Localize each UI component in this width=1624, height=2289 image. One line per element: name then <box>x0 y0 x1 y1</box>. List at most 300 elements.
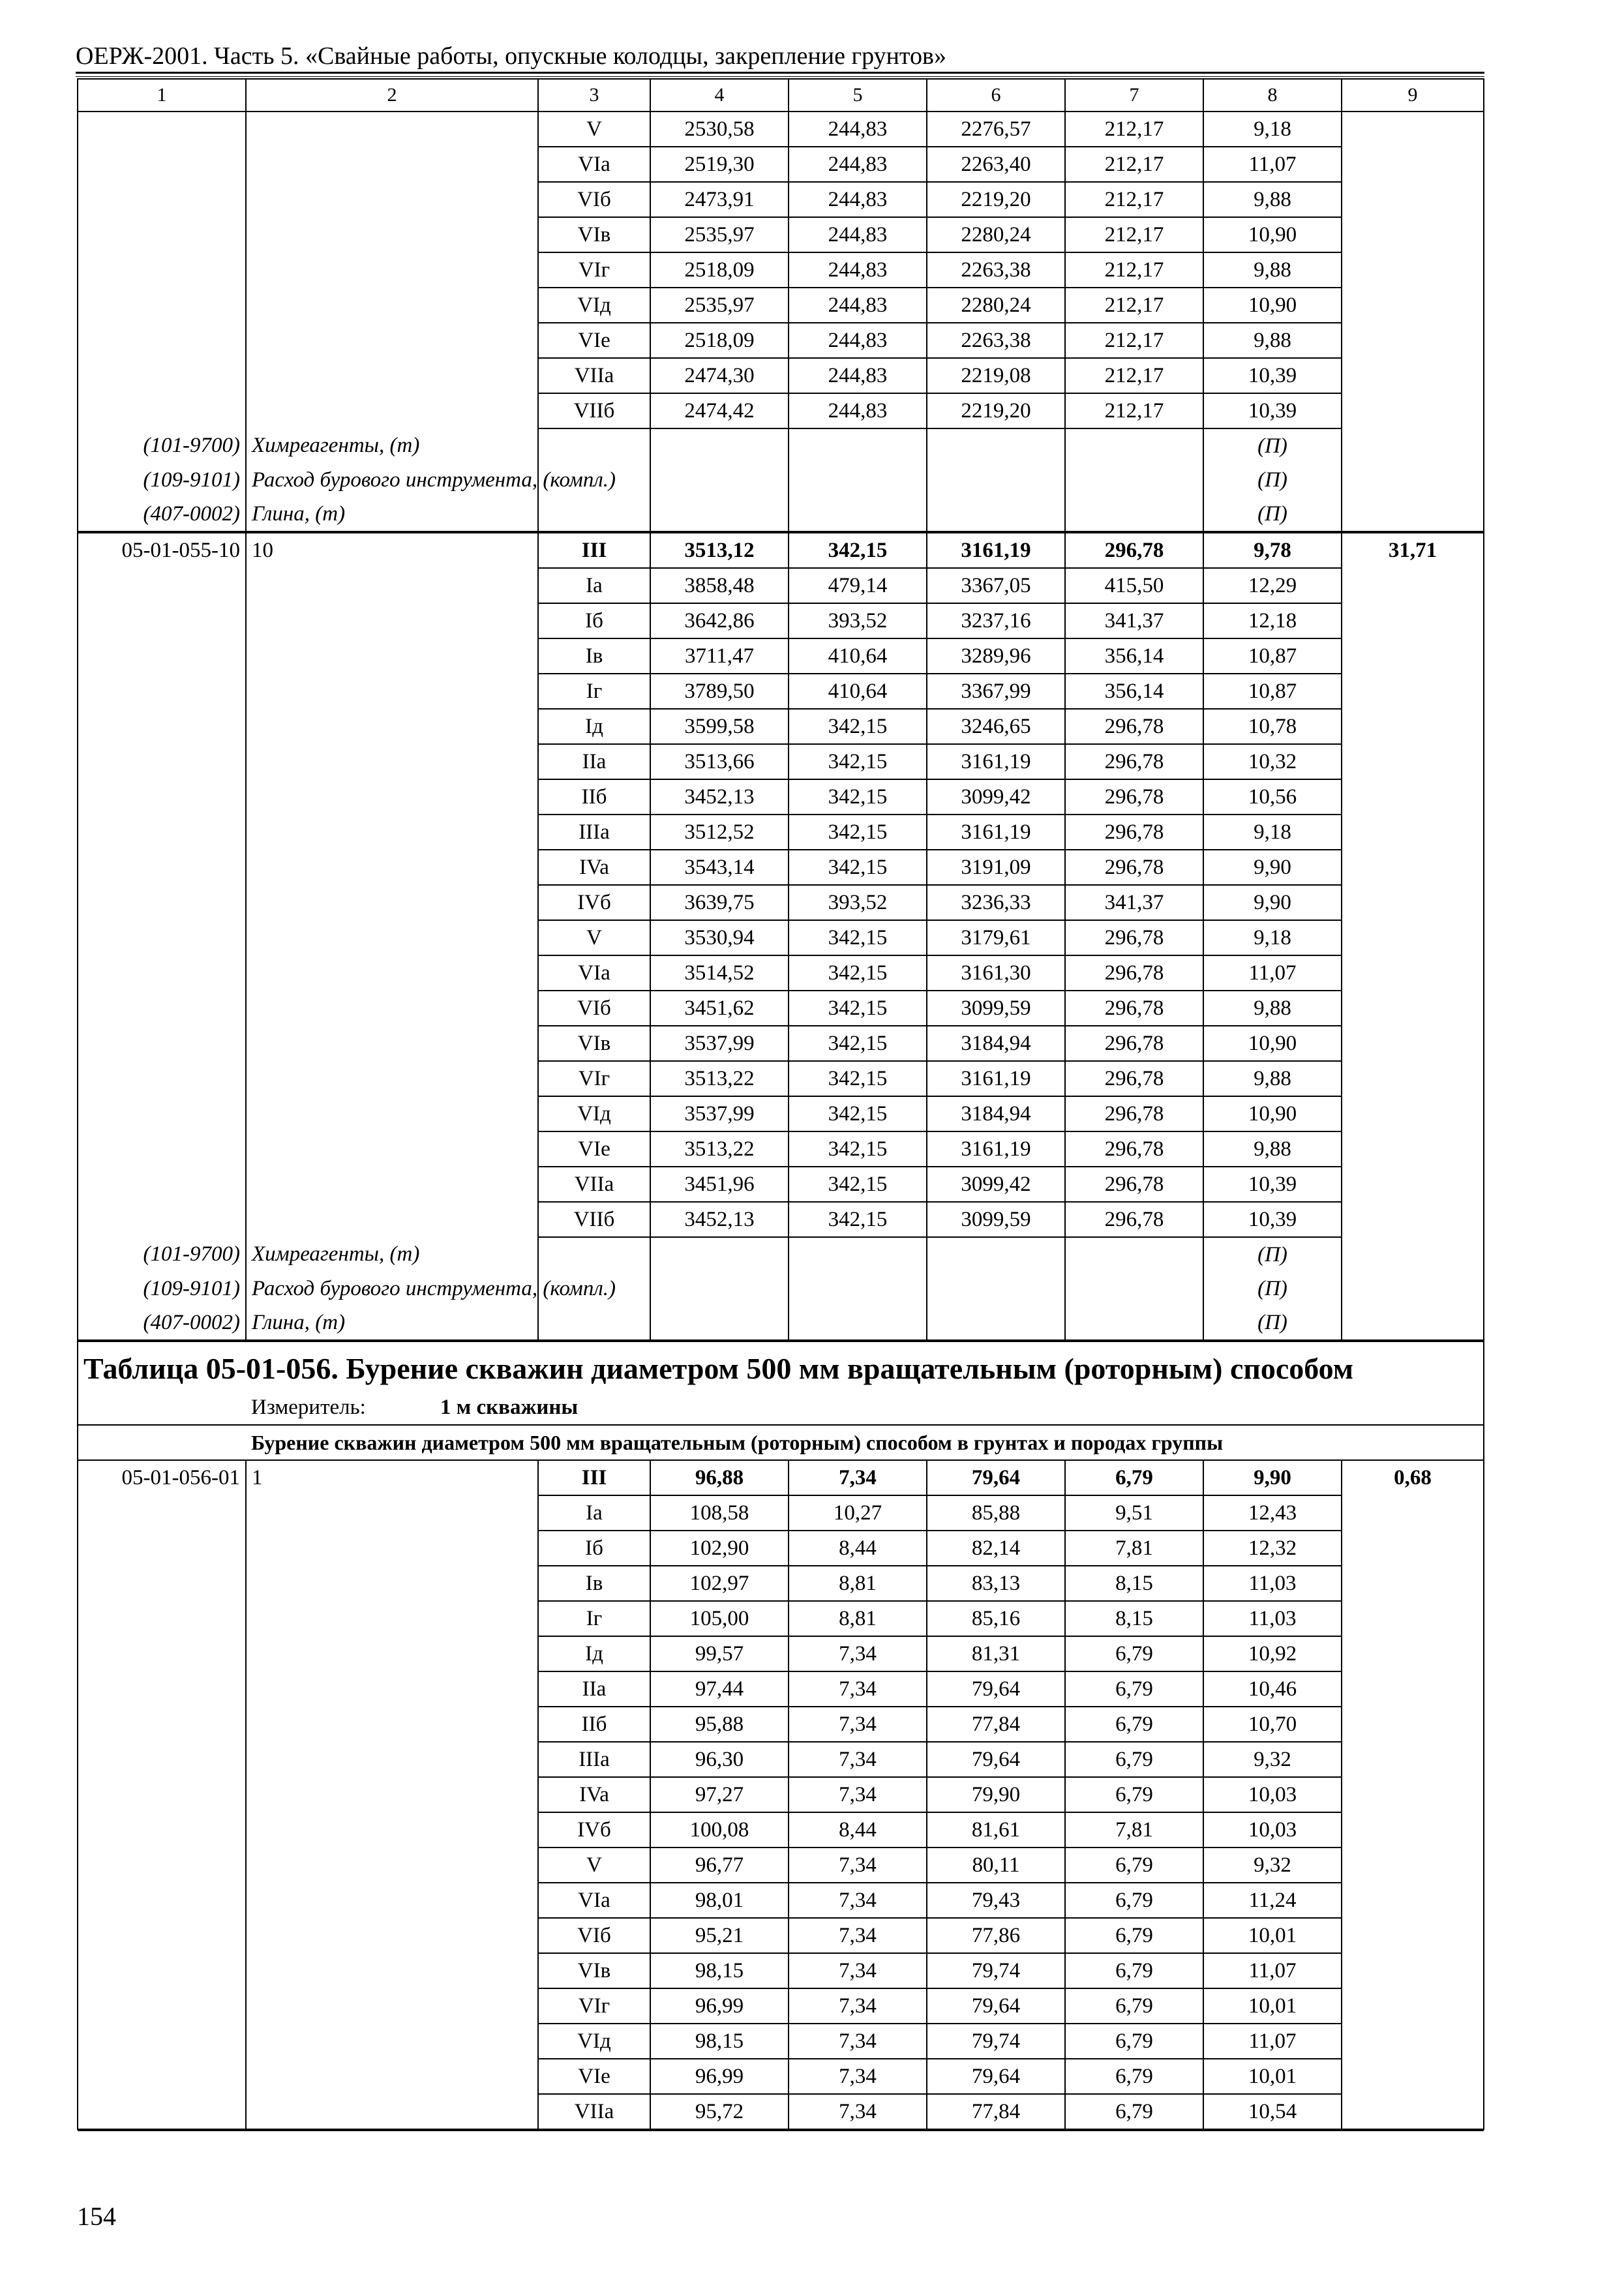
empty-cell <box>1342 147 1484 182</box>
value-cell: 10,39 <box>1203 1167 1342 1202</box>
soil-group: Iб <box>538 1531 650 1566</box>
empty-cell <box>246 147 538 182</box>
empty-cell <box>789 1306 927 1340</box>
value-cell: 3289,96 <box>927 638 1065 674</box>
soil-group: VIг <box>538 1061 650 1096</box>
value-cell: 244,83 <box>789 288 927 323</box>
soil-group: VIa <box>538 1883 650 1918</box>
resource-code: (407-0002) <box>78 497 246 531</box>
empty-cell <box>1342 1671 1484 1707</box>
value-cell: 296,78 <box>1065 744 1203 779</box>
value-cell: 9,32 <box>1203 1742 1342 1777</box>
soil-group: VIa <box>538 955 650 991</box>
value-cell: 3530,94 <box>650 920 789 955</box>
value-cell: 10,90 <box>1203 217 1342 252</box>
table-row <box>78 112 1484 147</box>
value-cell: 244,83 <box>789 182 927 217</box>
empty-cell <box>1342 1531 1484 1566</box>
empty-cell <box>1065 463 1203 497</box>
value-cell: 8,81 <box>789 1601 927 1636</box>
empty-cell <box>78 1812 246 1848</box>
soil-group: IIб <box>538 1707 650 1742</box>
value-cell: 2263,38 <box>927 252 1065 288</box>
empty-cell <box>650 463 789 497</box>
value-cell: 2219,20 <box>927 393 1065 428</box>
empty-cell <box>246 1636 538 1671</box>
empty-cell <box>78 1061 246 1096</box>
value-cell: 296,78 <box>1065 1167 1203 1202</box>
table-row <box>78 603 1484 638</box>
value-cell: 3789,50 <box>650 674 789 709</box>
table-row <box>78 1636 1484 1671</box>
value-cell: 342,15 <box>789 991 927 1026</box>
value-cell: 9,88 <box>1203 1131 1342 1167</box>
empty-cell <box>78 1167 246 1202</box>
document-header: ОЕРЖ-2001. Часть 5. «Свайные работы, опускные колодцы, закрепление грунтов» <box>76 42 946 70</box>
column-number: 8 <box>1203 79 1342 112</box>
value-cell: 356,14 <box>1065 674 1203 709</box>
empty-cell <box>246 1202 538 1237</box>
value-cell: 83,13 <box>927 1566 1065 1601</box>
empty-cell <box>78 112 246 147</box>
value-cell: 2280,24 <box>927 217 1065 252</box>
table-title: Таблица 05-01-056. Бурение скважин диаметром 500 мм вращательным (роторным) способом <box>78 1341 1484 1390</box>
empty-cell <box>1342 1812 1484 1848</box>
value-cell: 10,01 <box>1203 1918 1342 1953</box>
empty-cell <box>538 1237 650 1272</box>
value-cell: 10,39 <box>1203 1202 1342 1237</box>
value-cell: 95,88 <box>650 1707 789 1742</box>
value-cell: 3451,62 <box>650 991 789 1026</box>
empty-cell <box>538 497 650 531</box>
value-cell: 393,52 <box>789 603 927 638</box>
value-cell: 98,15 <box>650 2024 789 2059</box>
resource-row <box>78 497 1484 531</box>
value-cell: 296,78 <box>1065 1026 1203 1061</box>
value-cell: 12,18 <box>1203 603 1342 638</box>
value-cell: 9,88 <box>1203 182 1342 217</box>
column-number-row <box>78 79 1484 112</box>
value-cell: 3543,14 <box>650 850 789 885</box>
empty-cell <box>1342 1988 1484 2024</box>
resource-row <box>78 1237 1484 1272</box>
value-cell: 342,15 <box>789 779 927 815</box>
value-cell: 77,84 <box>927 1707 1065 1742</box>
rates-table <box>77 78 1484 2131</box>
value-cell: 10,92 <box>1203 1636 1342 1671</box>
value-cell: 3451,96 <box>650 1167 789 1202</box>
empty-cell <box>1342 744 1484 779</box>
soil-group: Iб <box>538 603 650 638</box>
value-cell: 244,83 <box>789 358 927 393</box>
value-cell: 2219,08 <box>927 358 1065 393</box>
resource-row <box>78 1272 1484 1306</box>
column-number: 5 <box>789 79 927 112</box>
soil-group: Iд <box>538 709 650 744</box>
empty-cell <box>246 779 538 815</box>
soil-group: Iд <box>538 1636 650 1671</box>
empty-cell <box>78 2024 246 2059</box>
soil-group: Iг <box>538 1601 650 1636</box>
soil-group: VIе <box>538 2059 650 2094</box>
value-cell: 9,88 <box>1203 252 1342 288</box>
value-cell: 8,44 <box>789 1531 927 1566</box>
empty-cell <box>78 323 246 358</box>
value-cell: 3537,99 <box>650 1026 789 1061</box>
table-row <box>78 885 1484 920</box>
empty-cell <box>246 603 538 638</box>
value-cell: 342,15 <box>789 955 927 991</box>
empty-cell <box>78 885 246 920</box>
soil-group: IIIa <box>538 815 650 850</box>
value-cell: 3161,19 <box>927 1061 1065 1096</box>
value-cell: 3599,58 <box>650 709 789 744</box>
value-cell: 296,78 <box>1065 850 1203 885</box>
empty-cell <box>1342 2024 1484 2059</box>
subheading: Бурение скважин диаметром 500 мм вращательным (роторным) способом в грунтах и породах группы <box>246 1425 1484 1460</box>
value-cell: 9,90 <box>1203 1460 1342 1495</box>
soil-group: IIa <box>538 744 650 779</box>
empty-cell <box>1342 1202 1484 1237</box>
value-cell: 7,34 <box>789 1918 927 1953</box>
value-cell: 3184,94 <box>927 1096 1065 1131</box>
value-cell: 3099,42 <box>927 779 1065 815</box>
soil-group: VIв <box>538 217 650 252</box>
value-cell: 3161,19 <box>927 744 1065 779</box>
resource-value: (П) <box>1203 1237 1342 1272</box>
empty-cell <box>650 497 789 531</box>
value-cell: 2519,30 <box>650 147 789 182</box>
empty-cell <box>246 112 538 147</box>
value-cell: 212,17 <box>1065 323 1203 358</box>
value-cell: 342,15 <box>789 920 927 955</box>
empty-cell <box>246 1953 538 1988</box>
empty-cell <box>538 428 650 463</box>
measure-row <box>78 1390 1484 1425</box>
value-cell: 9,88 <box>1203 991 1342 1026</box>
value-cell: 3642,86 <box>650 603 789 638</box>
table-row <box>78 2024 1484 2059</box>
value-cell: 9,18 <box>1203 920 1342 955</box>
table-row <box>78 1988 1484 2024</box>
soil-group: IVб <box>538 1812 650 1848</box>
value-cell: 105,00 <box>650 1601 789 1636</box>
value-cell: 9,18 <box>1203 815 1342 850</box>
empty-cell <box>1065 1237 1203 1272</box>
value-cell: 7,81 <box>1065 1531 1203 1566</box>
empty-cell <box>789 1237 927 1272</box>
soil-group: V <box>538 112 650 147</box>
table-row <box>78 2094 1484 2129</box>
value-cell: 12,32 <box>1203 1531 1342 1566</box>
table-row <box>78 1671 1484 1707</box>
empty-cell <box>246 638 538 674</box>
table-row <box>78 1848 1484 1883</box>
table-row <box>78 1202 1484 1237</box>
soil-group: VIд <box>538 288 650 323</box>
value-cell: 2474,42 <box>650 393 789 428</box>
column-number: 2 <box>246 79 538 112</box>
empty-cell <box>246 252 538 288</box>
table-row <box>78 815 1484 850</box>
value-cell: 102,97 <box>650 1566 789 1601</box>
table-row <box>78 393 1484 428</box>
resource-name: Расход бурового инструмента, (компл.) <box>246 1272 538 1306</box>
table-row <box>78 1026 1484 1061</box>
rate-number: 1 <box>246 1460 538 1495</box>
empty-cell <box>1342 603 1484 638</box>
value-cell: 2263,40 <box>927 147 1065 182</box>
empty-cell <box>1342 920 1484 955</box>
value-cell: 6,79 <box>1065 1883 1203 1918</box>
empty-cell <box>78 2094 246 2129</box>
value-cell: 9,90 <box>1203 885 1342 920</box>
soil-group: IIIa <box>538 1742 650 1777</box>
table-row <box>78 147 1484 182</box>
value-cell: 11,03 <box>1203 1566 1342 1601</box>
value-cell: 9,18 <box>1203 112 1342 147</box>
table-title-row <box>78 1341 1484 1390</box>
value-cell: 81,61 <box>927 1812 1065 1848</box>
table-row <box>78 1096 1484 1131</box>
empty-cell <box>246 323 538 358</box>
value-cell: 296,78 <box>1065 779 1203 815</box>
resource-name: Глина, (т) <box>246 497 538 531</box>
soil-group: Iг <box>538 674 650 709</box>
empty-cell <box>246 1131 538 1167</box>
table-row <box>78 1601 1484 1636</box>
empty-cell <box>246 1918 538 1953</box>
value-cell: 85,16 <box>927 1601 1065 1636</box>
empty-cell <box>1342 1026 1484 1061</box>
empty-cell <box>1342 885 1484 920</box>
empty-cell <box>78 1026 246 1061</box>
soil-group: VIг <box>538 252 650 288</box>
empty-cell <box>78 1601 246 1636</box>
value-cell: 95,72 <box>650 2094 789 2129</box>
column-number: 7 <box>1065 79 1203 112</box>
value-cell: 342,15 <box>789 1131 927 1167</box>
column-number: 6 <box>927 79 1065 112</box>
empty-cell <box>1203 2129 1342 2131</box>
subheading-row <box>78 1425 1484 1460</box>
empty-cell <box>1342 2059 1484 2094</box>
value-cell: 100,08 <box>650 1812 789 1848</box>
empty-cell <box>650 1306 789 1340</box>
empty-cell <box>78 638 246 674</box>
value-cell: 9,32 <box>1203 1848 1342 1883</box>
value-cell: 9,78 <box>1203 533 1342 568</box>
value-cell: 97,44 <box>650 1671 789 1707</box>
soil-group: VIг <box>538 1988 650 2024</box>
value-cell: 9,88 <box>1203 323 1342 358</box>
header-rule-thin <box>76 76 1484 77</box>
value-cell: 3512,52 <box>650 815 789 850</box>
value-cell: 11,24 <box>1203 1883 1342 1918</box>
resource-code: (109-9101) <box>78 1272 246 1306</box>
empty-cell <box>1342 2129 1484 2131</box>
value-cell: 296,78 <box>1065 815 1203 850</box>
table-row <box>78 674 1484 709</box>
value-cell: 6,79 <box>1065 1953 1203 1988</box>
value-cell: 2535,97 <box>650 217 789 252</box>
value-cell: 3099,42 <box>927 1167 1065 1202</box>
empty-cell <box>246 2059 538 2094</box>
value-cell: 2474,30 <box>650 358 789 393</box>
value-cell: 11,07 <box>1203 147 1342 182</box>
soil-group: VIб <box>538 1918 650 1953</box>
value-cell: 3161,19 <box>927 1131 1065 1167</box>
empty-cell <box>78 1671 246 1707</box>
value-cell: 79,64 <box>927 1742 1065 1777</box>
value-cell: 82,14 <box>927 1531 1065 1566</box>
value-cell: 8,81 <box>789 1566 927 1601</box>
table-row <box>78 709 1484 744</box>
value-cell: 7,34 <box>789 1883 927 1918</box>
empty-cell <box>1342 497 1484 531</box>
value-cell: 244,83 <box>789 252 927 288</box>
value-cell: 342,15 <box>789 1167 927 1202</box>
empty-cell <box>246 1601 538 1636</box>
resource-row <box>78 428 1484 463</box>
empty-cell <box>1342 955 1484 991</box>
table-row <box>78 1918 1484 1953</box>
empty-cell <box>650 1237 789 1272</box>
soil-group: VIе <box>538 323 650 358</box>
value-cell: 79,64 <box>927 1460 1065 1495</box>
value-cell: 2530,58 <box>650 112 789 147</box>
empty-cell <box>1342 1918 1484 1953</box>
value-cell: 2280,24 <box>927 288 1065 323</box>
value-cell: 85,88 <box>927 1495 1065 1531</box>
empty-cell <box>78 1988 246 2024</box>
empty-cell <box>246 2094 538 2129</box>
value-cell: 342,15 <box>789 709 927 744</box>
value-cell: 2518,09 <box>650 323 789 358</box>
value-cell: 7,34 <box>789 1848 927 1883</box>
table-row <box>78 1531 1484 1566</box>
empty-cell <box>1342 358 1484 393</box>
empty-cell <box>78 1636 246 1671</box>
empty-cell <box>78 850 246 885</box>
empty-cell <box>650 2129 789 2131</box>
value-cell: 3099,59 <box>927 1202 1065 1237</box>
value-cell: 296,78 <box>1065 1096 1203 1131</box>
value-cell: 342,15 <box>789 815 927 850</box>
table-row <box>78 568 1484 603</box>
table-row <box>78 252 1484 288</box>
column-number: 4 <box>650 79 789 112</box>
value-cell: 2535,97 <box>650 288 789 323</box>
value-cell: 80,11 <box>927 1848 1065 1883</box>
empty-cell <box>78 358 246 393</box>
empty-cell <box>78 955 246 991</box>
empty-cell <box>1065 1272 1203 1306</box>
value-cell: 7,34 <box>789 1636 927 1671</box>
column-number: 1 <box>78 79 246 112</box>
soil-group: IVa <box>538 1777 650 1812</box>
empty-cell <box>650 1272 789 1306</box>
table-row <box>78 1883 1484 1918</box>
table-row <box>78 991 1484 1026</box>
value-cell: 96,99 <box>650 2059 789 2094</box>
empty-cell <box>78 1918 246 1953</box>
empty-cell <box>1342 428 1484 463</box>
value-cell: 244,83 <box>789 393 927 428</box>
empty-cell <box>246 1883 538 1918</box>
soil-group: IIб <box>538 779 650 815</box>
value-cell: 296,78 <box>1065 920 1203 955</box>
empty-cell <box>246 393 538 428</box>
value-cell: 212,17 <box>1065 252 1203 288</box>
col9-value: 31,71 <box>1342 533 1484 568</box>
value-cell: 10,46 <box>1203 1671 1342 1707</box>
resource-name: Глина, (т) <box>246 1306 538 1340</box>
value-cell: 7,34 <box>789 1953 927 1988</box>
empty-cell <box>246 709 538 744</box>
value-cell: 96,99 <box>650 1988 789 2024</box>
value-cell: 212,17 <box>1065 358 1203 393</box>
empty-cell <box>1342 1636 1484 1671</box>
empty-cell <box>1342 1848 1484 1883</box>
empty-cell <box>246 288 538 323</box>
value-cell: 3858,48 <box>650 568 789 603</box>
value-cell: 3367,99 <box>927 674 1065 709</box>
value-cell: 342,15 <box>789 533 927 568</box>
empty-cell <box>78 147 246 182</box>
table-row <box>78 1742 1484 1777</box>
header-rule <box>76 72 1484 74</box>
value-cell: 11,07 <box>1203 955 1342 991</box>
table-row <box>78 1953 1484 1988</box>
measure-spacer <box>78 1390 246 1425</box>
value-cell: 296,78 <box>1065 1202 1203 1237</box>
value-cell: 10,90 <box>1203 1026 1342 1061</box>
value-cell: 3513,66 <box>650 744 789 779</box>
empty-cell <box>1342 217 1484 252</box>
empty-cell <box>1342 1131 1484 1167</box>
value-cell: 6,79 <box>1065 1742 1203 1777</box>
rate-code: 05-01-056-01 <box>78 1460 246 1495</box>
value-cell: 3514,52 <box>650 955 789 991</box>
value-cell: 77,86 <box>927 1918 1065 1953</box>
value-cell: 3184,94 <box>927 1026 1065 1061</box>
value-cell: 393,52 <box>789 885 927 920</box>
resource-value: (П) <box>1203 497 1342 531</box>
table-row <box>78 533 1484 568</box>
empty-cell <box>78 2129 246 2131</box>
table-row <box>78 1777 1484 1812</box>
soil-group: VIб <box>538 182 650 217</box>
value-cell: 6,79 <box>1065 2024 1203 2059</box>
value-cell: 6,79 <box>1065 1460 1203 1495</box>
value-cell: 11,07 <box>1203 2024 1342 2059</box>
soil-group: III <box>538 533 650 568</box>
table-row <box>78 288 1484 323</box>
value-cell: 10,87 <box>1203 674 1342 709</box>
empty-cell <box>1342 112 1484 147</box>
empty-cell <box>246 1848 538 1883</box>
column-number: 9 <box>1342 79 1484 112</box>
empty-cell <box>246 1742 538 1777</box>
empty-cell <box>1065 2129 1203 2131</box>
value-cell: 10,78 <box>1203 709 1342 744</box>
value-cell: 79,90 <box>927 1777 1065 1812</box>
empty-cell <box>1342 1601 1484 1636</box>
value-cell: 10,39 <box>1203 358 1342 393</box>
table-row <box>78 850 1484 885</box>
value-cell: 2263,38 <box>927 323 1065 358</box>
